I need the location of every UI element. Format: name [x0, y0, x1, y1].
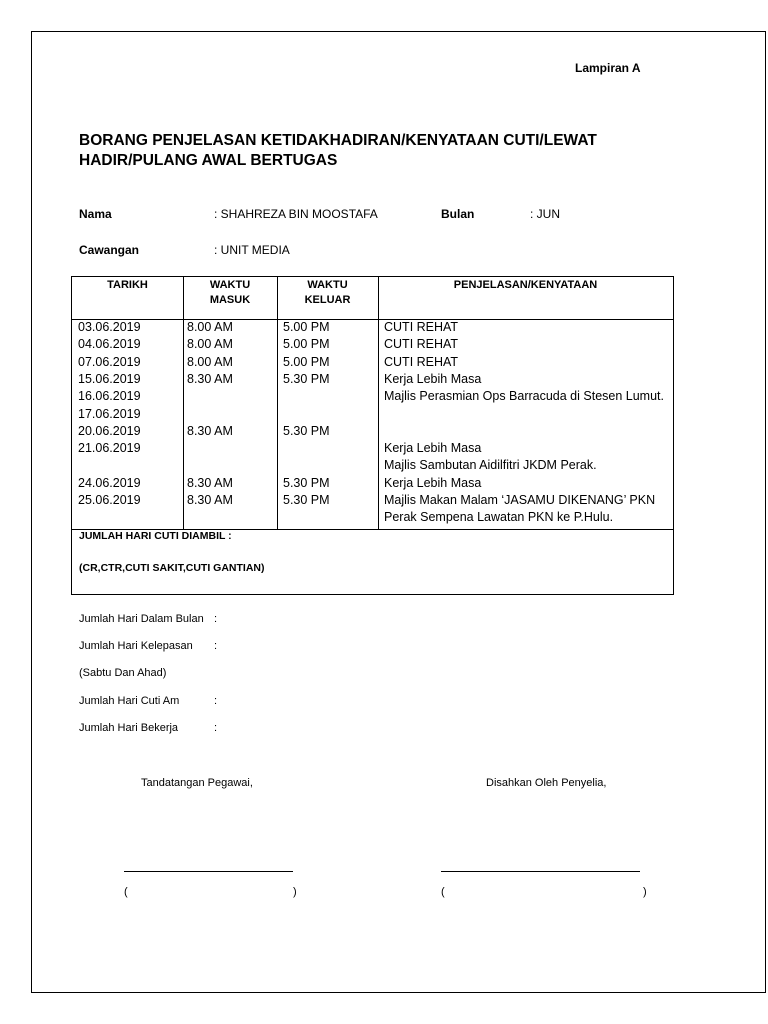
- header-keluar-line1: WAKTU: [307, 279, 348, 291]
- cell-waktu-keluar: 5.00 PM: [283, 354, 330, 369]
- cell-penjelasan: Kerja Lebih Masa: [384, 475, 482, 490]
- jumlah-hari-cuti-am-label: Jumlah Hari Cuti Am: [79, 695, 180, 707]
- header-penjelasan: PENJELASAN/KENYATAAN: [453, 279, 598, 291]
- penyelia-signature-line: [441, 871, 640, 872]
- header-keluar-line2: KELUAR: [304, 294, 351, 306]
- cawangan-label: Cawangan: [79, 243, 140, 257]
- cell-waktu-masuk: 8.30 AM: [187, 423, 233, 438]
- form-title-line1: BORANG PENJELASAN KETIDAKHADIRAN/KENYATAAN CUTI/LEWAT: [79, 132, 597, 149]
- cell-penjelasan: Majlis Makan Malam ‘JASAMU DIKENANG’ PKN: [384, 493, 656, 507]
- cell-penjelasan: CUTI REHAT: [384, 337, 459, 352]
- col-divider: [378, 277, 379, 529]
- lampiran-label: Lampiran A: [575, 61, 641, 75]
- cell-tarikh: 21.06.2019: [78, 441, 141, 456]
- cell-tarikh: 17.06.2019: [78, 406, 141, 421]
- bulan-value: : JUN: [530, 207, 560, 221]
- cell-waktu-keluar: 5.00 PM: [283, 320, 330, 334]
- cell-waktu-masuk: 8.00 AM: [187, 337, 233, 352]
- cell-tarikh: 15.06.2019: [78, 371, 141, 386]
- bulan-label: Bulan: [441, 207, 475, 221]
- cell-tarikh: 04.06.2019: [78, 337, 141, 352]
- cell-penjelasan: Majlis Sambutan Aidilfitri JKDM Perak.: [384, 458, 597, 473]
- header-tarikh: TARIKH: [107, 279, 148, 291]
- cell-penjelasan: Kerja Lebih Masa: [384, 441, 482, 456]
- penyelia-paren-close: ): [643, 886, 647, 898]
- nama-value: : SHAHREZA BIN MOOSTAFA: [214, 207, 378, 221]
- cell-waktu-keluar: 5.30 PM: [283, 475, 330, 490]
- cell-penjelasan: Majlis Perasmian Ops Barracuda di Stesen Lumut.: [384, 389, 664, 404]
- pegawai-paren-close: ): [293, 886, 297, 898]
- colon: :: [214, 695, 218, 707]
- cell-penjelasan: Perak Sempena Lawatan PKN ke P.Hulu.: [384, 510, 614, 525]
- cell-penjelasan: CUTI REHAT: [384, 354, 459, 369]
- col-divider: [183, 277, 184, 529]
- cell-tarikh: 07.06.2019: [78, 354, 141, 369]
- jumlah-hari-kelepasan-label: Jumlah Hari Kelepasan: [79, 640, 193, 652]
- attendance-table: [71, 276, 674, 595]
- cell-waktu-masuk: 8.00 AM: [187, 320, 233, 334]
- pegawai-paren-open: (: [124, 886, 128, 898]
- cell-waktu-keluar: 5.30 PM: [283, 423, 330, 438]
- cell-waktu-keluar: 5.00 PM: [283, 337, 330, 352]
- header-keluar: [277, 278, 378, 308]
- cell-tarikh: 25.06.2019: [78, 493, 141, 507]
- cell-waktu-masuk: 8.30 AM: [187, 493, 233, 507]
- cawangan-value: : UNIT MEDIA: [214, 243, 290, 257]
- summary-line1: JUMLAH HARI CUTI DIAMBIL :: [79, 530, 232, 542]
- cell-waktu-masuk: 8.30 AM: [187, 475, 233, 490]
- form-title-line2: HADIR/PULANG AWAL BERTUGAS: [79, 152, 338, 169]
- colon: :: [214, 640, 218, 652]
- cell-tarikh: 20.06.2019: [78, 423, 141, 438]
- disahkan-penyelia-label: Disahkan Oleh Penyelia,: [486, 777, 607, 789]
- header-divider: [72, 319, 673, 320]
- cell-waktu-keluar: 5.30 PM: [283, 371, 330, 386]
- cell-penjelasan: CUTI REHAT: [384, 320, 459, 334]
- tandatangan-pegawai-label: Tandatangan Pegawai,: [141, 777, 253, 789]
- cell-waktu-masuk: 8.00 AM: [187, 354, 233, 369]
- cell-penjelasan: Kerja Lebih Masa: [384, 371, 482, 386]
- cell-waktu-keluar: 5.30 PM: [283, 493, 330, 507]
- header-masuk: [183, 278, 277, 308]
- pegawai-signature-line: [124, 871, 293, 872]
- cell-waktu-masuk: 8.30 AM: [187, 371, 233, 386]
- nama-label: Nama: [79, 207, 112, 221]
- penyelia-paren-open: (: [441, 886, 445, 898]
- colon: :: [214, 613, 218, 625]
- header-masuk-line1: WAKTU: [209, 279, 251, 291]
- cell-tarikh: 24.06.2019: [78, 475, 141, 490]
- header-masuk-line2: MASUK: [209, 294, 251, 306]
- jumlah-hari-dalam-bulan-label: Jumlah Hari Dalam Bulan: [79, 613, 204, 625]
- summary-line2: (CR,CTR,CUTI SAKIT,CUTI GANTIAN): [79, 562, 265, 574]
- cell-tarikh: 03.06.2019: [78, 320, 141, 334]
- sabtu-ahad-label: (Sabtu Dan Ahad): [79, 667, 167, 679]
- cell-tarikh: 16.06.2019: [78, 389, 141, 404]
- colon: :: [214, 722, 218, 734]
- col-divider: [277, 277, 278, 529]
- form-title: [79, 131, 597, 171]
- jumlah-hari-bekerja-label: Jumlah Hari Bekerja: [79, 722, 179, 734]
